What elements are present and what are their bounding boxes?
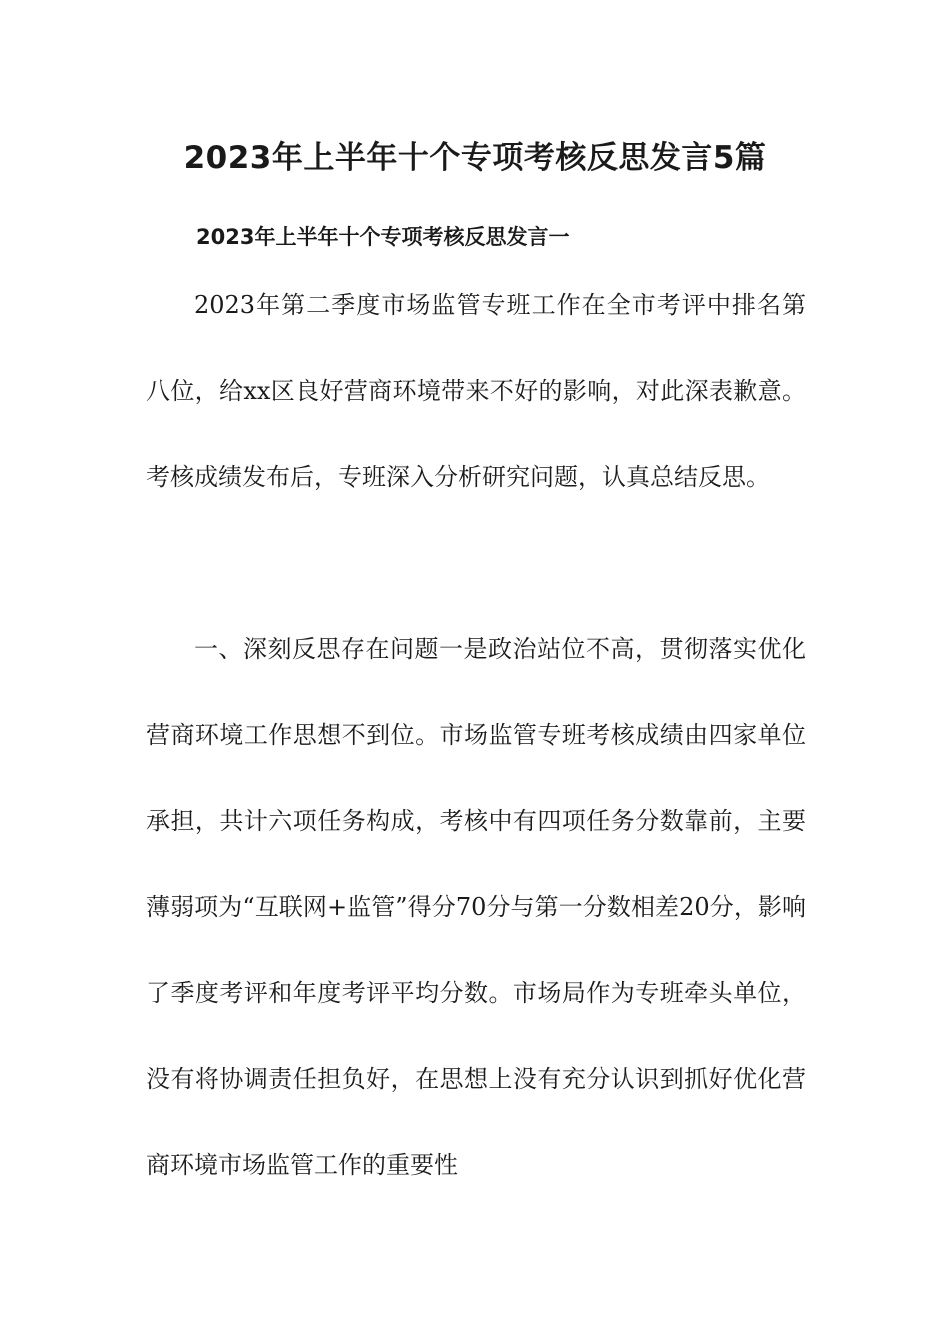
- body-paragraph: 2023年第二季度市场监管专班工作在全市考评中排名第八位，给xx区良好营商环境带来不好的影响，对此深表歉意。考核成绩发布后，专班深入分析研究问题，认真总结反思。: [146, 291, 806, 491]
- body-paragraph: 一、深刻反思存在问题一是政治站位不高，贯彻落实优化营商环境工作思想不到位。市场监管专班考核成绩由四家单位承担，共计六项任务构成，考核中有四项任务分数靠前，主要薄弱项为“互联网+监管”得分70分与第一分数相差20分，影响了季度考评和年度考评平均分数。市场局作为专班牵头单位，没有将协调责任担负好，在思想上没有充分认识到抓好优化营商环境市场监管工作的重要性: [146, 635, 806, 1179]
- document-title: 2023年上半年十个专项考核反思发言5篇: [183, 140, 767, 176]
- section-heading: 2023年上半年十个专项考核反思发言一: [196, 225, 570, 249]
